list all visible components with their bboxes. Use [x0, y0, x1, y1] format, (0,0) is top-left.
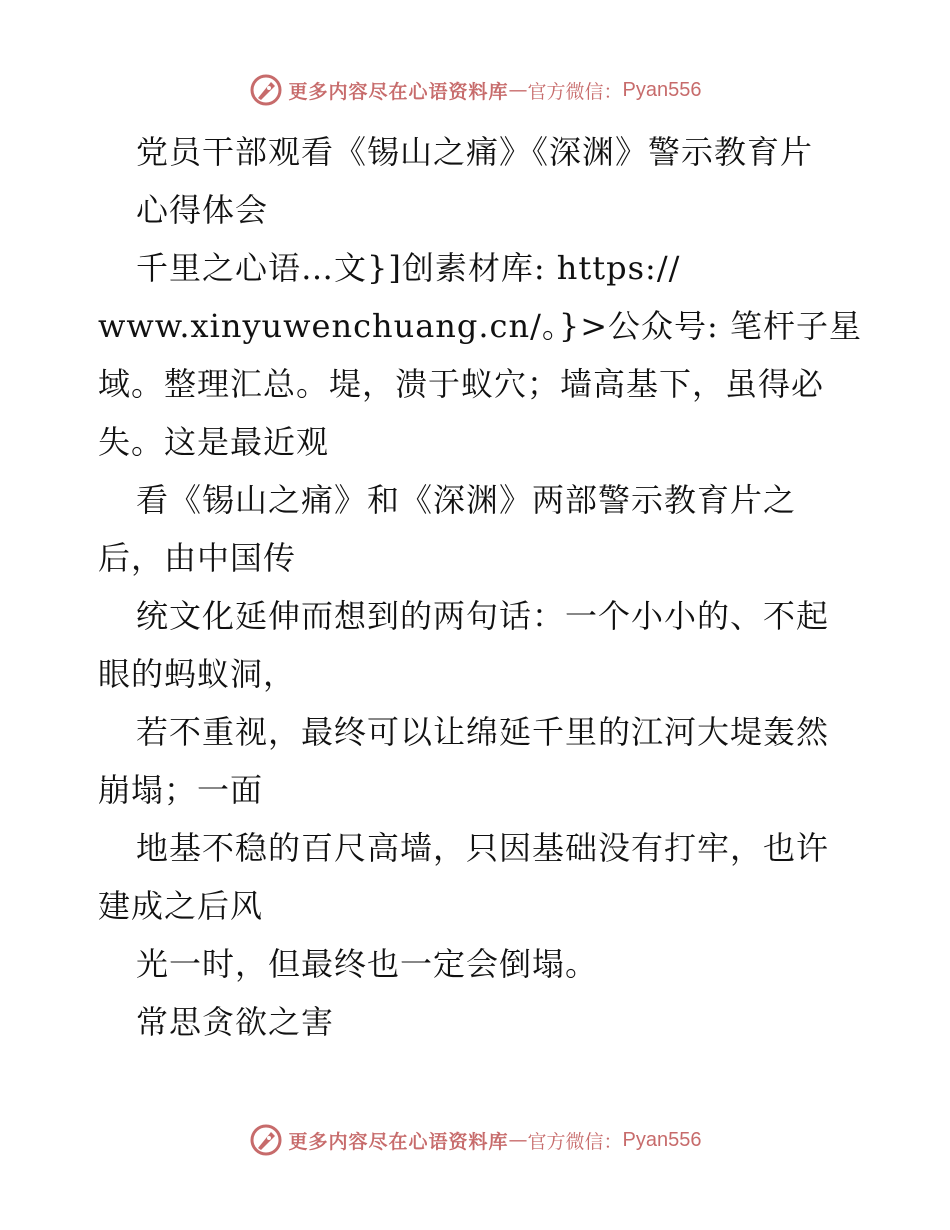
banner-main-text: 更多内容尽在心语资料库: [288, 80, 509, 103]
doc-line: 常思贪欲之害: [136, 1003, 335, 1041]
document-body: [98, 123, 862, 1051]
doc-line: 党员干部观看《锡山之痛》《深渊》警示教育片: [136, 133, 814, 171]
header-banner: [0, 70, 950, 110]
doc-line: 建成之后风: [98, 887, 264, 925]
doc-line: 域。整理汇总。堤，溃于蚁穴；墙高基下，虽得必: [98, 365, 825, 403]
pen-nib-logo-icon: [249, 73, 283, 107]
footer-banner: [0, 1120, 950, 1160]
doc-line: 看《锡山之痛》和《深渊》两部警示教育片之: [136, 481, 797, 519]
banner-wechat-label: 官方微信：: [527, 1130, 623, 1153]
doc-line: 后，由中国传: [98, 539, 297, 577]
banner-separator: —: [508, 1129, 528, 1151]
banner-separator: —: [508, 79, 528, 101]
banner-wechat-id: Pyan556: [622, 1128, 702, 1151]
banner-wechat-label: 官方微信：: [527, 80, 623, 103]
doc-line: 地基不稳的百尺高墙，只因基础没有打牢，也许: [136, 829, 830, 867]
doc-line: 心得体会: [136, 191, 269, 229]
doc-line: 若不重视，最终可以让绵延千里的江河大堤轰然: [136, 713, 830, 751]
doc-line: 统文化延伸而想到的两句话：一个小小的、不起: [136, 597, 830, 635]
doc-line: 崩塌；一面: [98, 771, 264, 809]
doc-line: 千里之心语…文}]创素材库: https://: [136, 249, 681, 287]
pen-nib-logo-icon: [249, 1123, 283, 1157]
banner-wechat-id: Pyan556: [622, 78, 702, 101]
doc-line: 光一时，但最终也一定会倒塌。: [136, 945, 599, 983]
banner-main-text: 更多内容尽在心语资料库: [288, 1130, 509, 1153]
doc-line: 眼的蚂蚁洞，: [98, 655, 297, 693]
doc-line: 失。这是最近观: [98, 423, 330, 461]
doc-line: www.xinyuwenchuang.cn/。}>公众号: 笔杆子星: [98, 307, 862, 345]
